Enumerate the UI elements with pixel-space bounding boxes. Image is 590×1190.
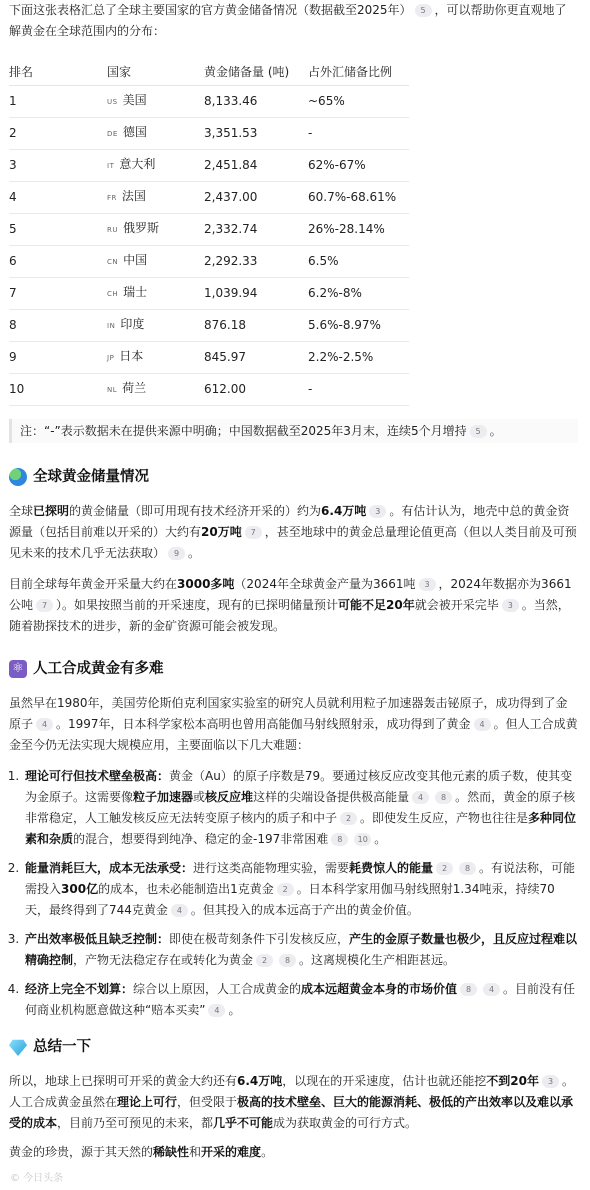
header-amount: 黄金储备量 (吨): [204, 59, 308, 86]
intro-paragraph: 下面这张表格汇总了全球主要国家的官方黄金储备情况（数据截至2025年） 5 ，可以帮助你更直观地了解黄金在全球范围内的分布：: [9, 3, 567, 38]
citation-badge[interactable]: 4: [483, 983, 500, 996]
section-heading-reserves: 全球黄金储量情况: [9, 465, 578, 489]
country-cell: [107, 86, 204, 118]
citation-badge[interactable]: 4: [412, 791, 429, 804]
watermark-text: © 今日头条: [10, 1173, 64, 1184]
country-name: 印度: [120, 317, 145, 331]
section-heading-synthesis: ⚛ 人工合成黄金有多难: [9, 657, 578, 681]
rank-cell: 3: [9, 150, 107, 182]
rank-cell: 6: [9, 246, 107, 278]
list-item: 1. 理论可行但技术壁垒极高：黄金（Au）的原子序数是79。要通过核反应改变其他元素的质子数，使其变为金原子。这需要像粒子加速器或核反应堆这样的尖端设备提供极高能量 4 8 。然而，黄金的原子核非常稳定，人工触发核反应无法转变原子核内的质子和中子 2 。即使发生反应，产物也往往是多种同位素和杂质的混合，想要得到纯净、稳定的金-197非常困难 8 10 。: [23, 766, 578, 850]
country-cell: [107, 150, 204, 182]
table-row: [9, 150, 409, 182]
synthesis-paragraph: 虽然早在1980年，美国劳伦斯伯克利国家实验室的研究人员就利用粒子加速器轰击铋原子，成功得到了金原子 4 。1997年，日本科学家松本高明也曾用高能伽马射线照射汞，成功得到了黄金 4 。但人工合成黄金至今仍无法实现大规模应用，主要面临以下几大难题：: [9, 696, 578, 752]
table-row: [9, 278, 409, 310]
country-code: FR: [107, 194, 117, 202]
globe-icon: [9, 468, 27, 486]
amount-cell: 1,039.94: [204, 278, 308, 310]
amount-cell: 2,437.00: [204, 182, 308, 214]
ratio-cell: 60.7%-68.61%: [308, 182, 409, 214]
table-row: [9, 86, 409, 118]
country-code: CN: [107, 258, 119, 266]
country-code: IN: [107, 322, 116, 330]
citation-badge[interactable]: 3: [542, 1075, 559, 1088]
country-name: 中国: [123, 253, 148, 267]
table-row: [9, 342, 409, 374]
summary-paragraph-1: 所以，地球上已探明可开采的黄金大约还有6.4万吨，以现在的开采速度，估计也就还能挖不到20年 3 。人工合成黄金虽然在理论上可行，但受限于极高的技术壁垒、巨大的能源消耗、极低的产出效率以及难以承受的成本，目前乃至可预见的未来，都几乎不可能成为获取黄金的可行方式。: [9, 1074, 575, 1130]
amount-cell: 845.97: [204, 342, 308, 374]
citation-badge[interactable]: 2: [340, 812, 357, 825]
country-name: 美国: [122, 93, 147, 107]
citation-badge[interactable]: 3: [419, 578, 436, 591]
reserves-paragraph-2: 目前全球每年黄金开采量大约在3000多吨（2024年全球黄金产量为3661吨 3 ，2024年数据亦为3661公吨 7 ）。如果按照当前的开采速度，现有的已探明储量预计可能不足20年就会被开采完毕 3 。当然，随着勘探技术的进步，新的金矿资源可能会被发现。: [9, 577, 572, 633]
ratio-cell: -: [308, 118, 409, 150]
difficulty-list: [9, 766, 578, 1021]
citation-badge[interactable]: 2: [436, 862, 453, 875]
list-item: 2. 能量消耗巨大，成本无法承受：进行这类高能物理实验，需要耗费惊人的能量 2 8 。有说法称，可能需投入300亿的成本，也未必能制造出1克黄金 2 。日本科学家用伽马射线照射1.34吨汞，持续70天，最终得到了744克黄金 4 。但其投入的成本远高于产出的黄金价值。: [23, 858, 578, 921]
citation-badge[interactable]: 8: [279, 954, 296, 967]
ratio-cell: 62%-67%: [308, 150, 409, 182]
rank-cell: 2: [9, 118, 107, 150]
citation-badge[interactable]: 7: [245, 526, 262, 539]
country-name: 瑞士: [123, 285, 148, 299]
country-code: CH: [107, 290, 119, 298]
country-name: 法国: [121, 189, 146, 203]
country-name: 德国: [122, 125, 147, 139]
table-note: 注：“-”表示数据未在提供来源中明确；中国数据截至2025年3月末，连续5个月增持 5 。: [9, 419, 578, 443]
country-code: RU: [107, 226, 118, 234]
table-row: [9, 374, 409, 406]
ratio-cell: 2.2%-2.5%: [308, 342, 409, 374]
citation-badge[interactable]: 7: [36, 599, 53, 612]
citation-badge[interactable]: 4: [474, 718, 491, 731]
country-cell: [107, 278, 204, 310]
rank-cell: 1: [9, 86, 107, 118]
amount-cell: 876.18: [204, 310, 308, 342]
country-name: 日本: [119, 349, 144, 363]
section-heading-summary: 总结一下: [9, 1035, 578, 1059]
citation-badge[interactable]: 3: [369, 505, 386, 518]
citation-badge[interactable]: 2: [277, 883, 294, 896]
header-ratio: 占外汇储备比例: [308, 59, 409, 86]
amount-cell: 2,332.74: [204, 214, 308, 246]
country-cell: [107, 182, 204, 214]
ratio-cell: 26%-28.14%: [308, 214, 409, 246]
citation-badge[interactable]: 4: [208, 1004, 225, 1017]
country-code: DE: [107, 130, 118, 138]
citation-badge[interactable]: 10: [354, 833, 371, 846]
summary-paragraph-2: 黄金的珍贵，源于其天然的稀缺性和开采的难度。: [9, 1145, 274, 1159]
rank-cell: 10: [9, 374, 107, 406]
amount-cell: 8,133.46: [204, 86, 308, 118]
table-body: [9, 86, 409, 406]
citation-badge[interactable]: 8: [435, 791, 452, 804]
amount-cell: 2,451.84: [204, 150, 308, 182]
rank-cell: 7: [9, 278, 107, 310]
reserves-paragraph-1: 全球已探明的黄金储量（即可用现有技术经济开采的）约为6.4万吨 3 。有估计认为，地壳中总的黄金资源量（包括目前难以开采的）大约有20万吨 7 ，甚至地球中的黄金总量理论值更高（但以人类目前及可预见未来的技术几乎无法获取） 9 。: [9, 504, 577, 560]
citation-badge[interactable]: 4: [36, 718, 53, 731]
table-row: [9, 214, 409, 246]
citation-badge[interactable]: 8: [460, 983, 477, 996]
country-cell: [107, 374, 204, 406]
rank-cell: 8: [9, 310, 107, 342]
citation-badge[interactable]: 2: [256, 954, 273, 967]
table-row: [9, 310, 409, 342]
rank-cell: 5: [9, 214, 107, 246]
header-rank: 排名: [9, 59, 107, 86]
ratio-cell: ~65%: [308, 86, 409, 118]
gold-reserve-table: [9, 59, 409, 406]
citation-badge[interactable]: 5: [415, 4, 432, 17]
table-header-row: [9, 59, 409, 86]
country-cell: [107, 246, 204, 278]
country-cell: [107, 310, 204, 342]
citation-badge[interactable]: 8: [459, 862, 476, 875]
citation-badge[interactable]: 4: [171, 904, 188, 917]
citation-badge[interactable]: 8: [331, 833, 348, 846]
intro-text: 下面这张表格汇总了全球主要国家的官方黄金储备情况（数据截至2025年）: [9, 3, 412, 17]
country-cell: [107, 118, 204, 150]
ratio-cell: 6.2%-8%: [308, 278, 409, 310]
citation-badge[interactable]: 3: [502, 599, 519, 612]
citation-badge[interactable]: 5: [470, 425, 487, 438]
ratio-cell: -: [308, 374, 409, 406]
atom-icon: [9, 660, 27, 678]
header-country: 国家: [107, 59, 204, 86]
country-code: IT: [107, 162, 115, 170]
country-code: US: [107, 98, 118, 106]
diamond-icon: [9, 1038, 27, 1056]
country-name: 俄罗斯: [123, 221, 160, 235]
amount-cell: 612.00: [204, 374, 308, 406]
ratio-cell: 5.6%-8.97%: [308, 310, 409, 342]
country-cell: [107, 214, 204, 246]
table-row: [9, 118, 409, 150]
list-item: 3. 产出效率极低且缺乏控制：即使在极苛刻条件下引发核反应，产生的金原子数量也极少，且反应过程难以精确控制，产物无法稳定存在或转化为黄金 2 8 。这离规模化生产相距甚远。: [23, 929, 578, 971]
ratio-cell: 6.5%: [308, 246, 409, 278]
country-cell: [107, 342, 204, 374]
table-row: [9, 246, 409, 278]
country-code: JP: [107, 354, 115, 362]
amount-cell: 3,351.53: [204, 118, 308, 150]
list-item: 4. 经济上完全不划算：综合以上原因，人工合成黄金的成本远超黄金本身的市场价值 8 4 。目前没有任何商业机构愿意做这种“赔本买卖” 4 。: [23, 979, 578, 1021]
citation-badge[interactable]: 9: [168, 547, 185, 560]
rank-cell: 9: [9, 342, 107, 374]
country-name: 荷兰: [122, 381, 147, 395]
country-code: NL: [107, 386, 118, 394]
amount-cell: 2,292.33: [204, 246, 308, 278]
table-row: [9, 182, 409, 214]
rank-cell: 4: [9, 182, 107, 214]
country-name: 意大利: [119, 157, 156, 171]
